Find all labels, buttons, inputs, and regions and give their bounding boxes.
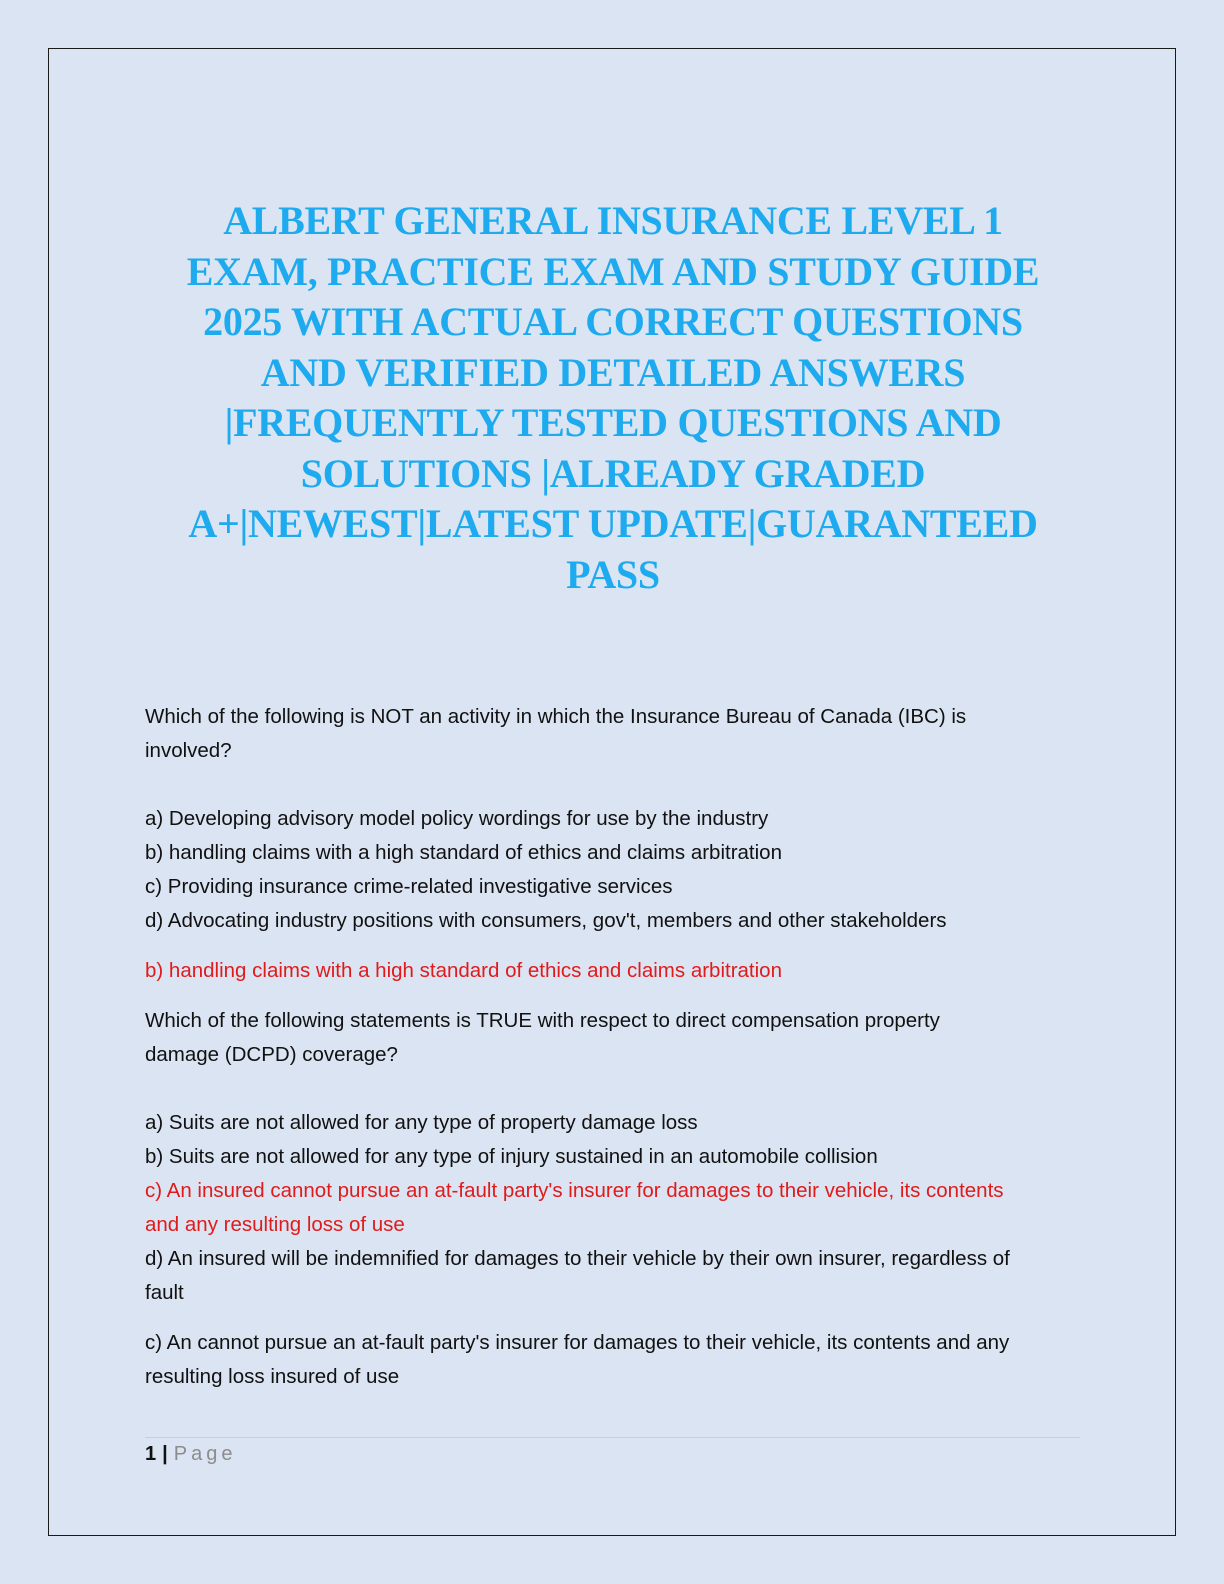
footer-separator: |: [162, 1443, 168, 1465]
title-line: PASS: [566, 551, 660, 597]
question-1: [145, 700, 1085, 1004]
option-c: c) Providing insurance crime-related investigative services: [145, 875, 673, 898]
title-line: AND VERIFIED DETAILED ANSWERS: [260, 349, 966, 395]
footer-divider: [145, 1437, 1080, 1438]
question-text: damage (DCPD) coverage?: [145, 1043, 398, 1066]
question-text: Which of the following statements is TRUE with respect to direct compensation property: [145, 1009, 940, 1032]
answer: c) An cannot pursue an at-fault party's insurer for damages to their vehicle, its contents and any: [145, 1331, 1010, 1354]
answer: b) handling claims with a high standard of ethics and claims arbitration: [145, 959, 782, 982]
question-text: involved?: [145, 739, 232, 762]
question-2: [145, 1004, 1085, 1394]
document-body: [145, 700, 1085, 1394]
title-line: EXAM, PRACTICE EXAM AND STUDY GUIDE: [186, 248, 1040, 294]
option-d: fault: [145, 1281, 184, 1304]
title-line: SOLUTIONS |ALREADY GRADED: [300, 450, 926, 496]
option-d: d) An insured will be indemnified for damages to their vehicle by their own insurer, regardless of: [145, 1247, 1010, 1270]
option-a: a) Developing advisory model policy wordings for use by the industry: [145, 807, 769, 830]
page-label: Page: [173, 1443, 237, 1465]
title-line: 2025 WITH ACTUAL CORRECT QUESTIONS: [203, 299, 1023, 344]
answer: resulting loss insured of use: [145, 1365, 400, 1388]
option-c-correct: c) An insured cannot pursue an at-fault party's insurer for damages to their vehicle, its contents: [145, 1179, 1004, 1202]
page-footer: [145, 1440, 236, 1468]
option-c-correct: and any resulting loss of use: [145, 1213, 405, 1236]
page-number: 1: [145, 1443, 157, 1465]
question-text: Which of the following is NOT an activity in which the Insurance Bureau of Canada (IBC) is: [145, 705, 967, 728]
option-b: b) Suits are not allowed for any type of injury sustained in an automobile collision: [145, 1145, 878, 1168]
option-b: b) handling claims with a high standard of ethics and claims arbitration: [145, 841, 782, 864]
option-a: a) Suits are not allowed for any type of property damage loss: [145, 1111, 698, 1134]
option-d: d) Advocating industry positions with consumers, gov't, members and other stakeholders: [145, 909, 947, 932]
title-line: ALBERT GENERAL INSURANCE LEVEL 1: [223, 198, 1003, 243]
title-line: |FREQUENTLY TESTED QUESTIONS AND: [224, 400, 1002, 445]
title-line: A+|NEWEST|LATEST UPDATE|GUARANTEED: [188, 501, 1038, 546]
document-title: [120, 196, 1106, 600]
